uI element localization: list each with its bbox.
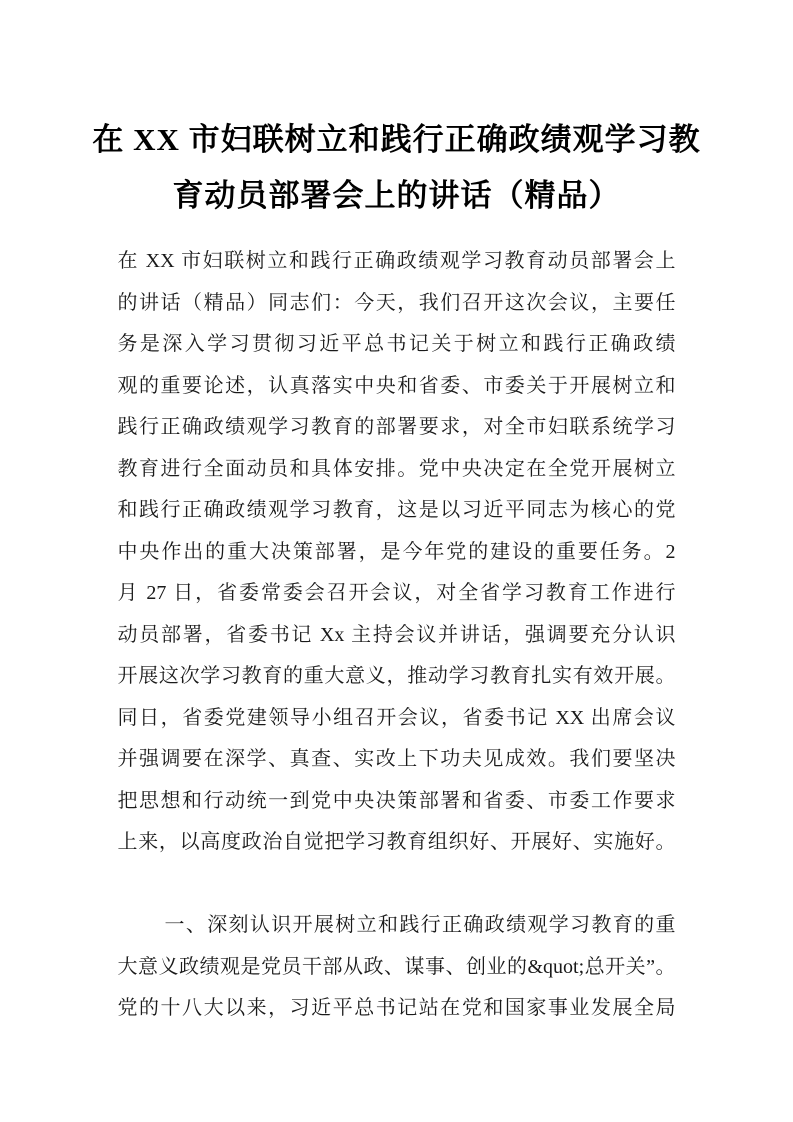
text-line: 动员部署，省委书记 Xx 主持会议并讲话，强调要充分认识 [117,623,676,646]
title-line-1: 在 XX 市妇联树立和践行正确政绩观学习教 [92,122,701,157]
text-line: 和践行正确政绩观学习教育，这是以习近平同志为核心的党 [117,499,676,521]
document-title [67,112,727,224]
text-line: 并强调要在深学、真查、实改上下功夫见成效。我们要坚决 [117,748,676,770]
text-line: 践行正确政绩观学习教育的部署要求，对全市妇联系统学习 [117,416,676,438]
text-line: 党的十八大以来，习近平总书记站在党和国家事业发展全局 [117,997,676,1019]
text-line: 中央作出的重大决策部署，是今年党的建设的重要任务。2 [117,540,676,563]
text-line: 开展这次学习教育的重大意义，推动学习教育扎实有效开展。 [117,665,676,687]
text-line: 观的重要论述，认真落实中央和省委、市委关于开展树立和 [117,374,676,397]
text-line: 教育进行全面动员和具体安排。党中央决定在全党开展树立 [117,457,676,480]
text-line: 大意义政绩观是党员干部从政、谋事、创业的&quot;总开关”。 [117,955,676,978]
text-line: 一、深刻认识开展树立和践行正确政绩观学习教育的重 [164,914,676,936]
text-line: 把思想和行动统一到党中央决策部署和省委、市委工作要求 [117,789,676,812]
paragraph-1 [118,241,676,864]
text-line: 务是深入学习贯彻习近平总书记关于树立和践行正确政绩 [117,333,676,355]
text-line: 同日，省委党建领导小组召开会议，省委书记 XX 出席会议 [117,706,676,729]
document-body [118,241,676,1030]
text-line: 上来，以高度政治自觉把学习教育组织好、开展好、实施好。 [117,831,676,853]
text-line: 在 XX 市妇联树立和践行正确政绩观学习教育动员部署会上 [117,250,676,272]
title-line-2: 育动员部署会上的讲话（精品） [172,178,621,213]
text-line: 的讲话（精品）同志们：今天，我们召开这次会议，主要任 [117,291,676,314]
paragraph-2 [118,905,676,1030]
text-line: 月 27 日，省委常委会召开会议，对全省学习教育工作进行 [117,582,676,604]
